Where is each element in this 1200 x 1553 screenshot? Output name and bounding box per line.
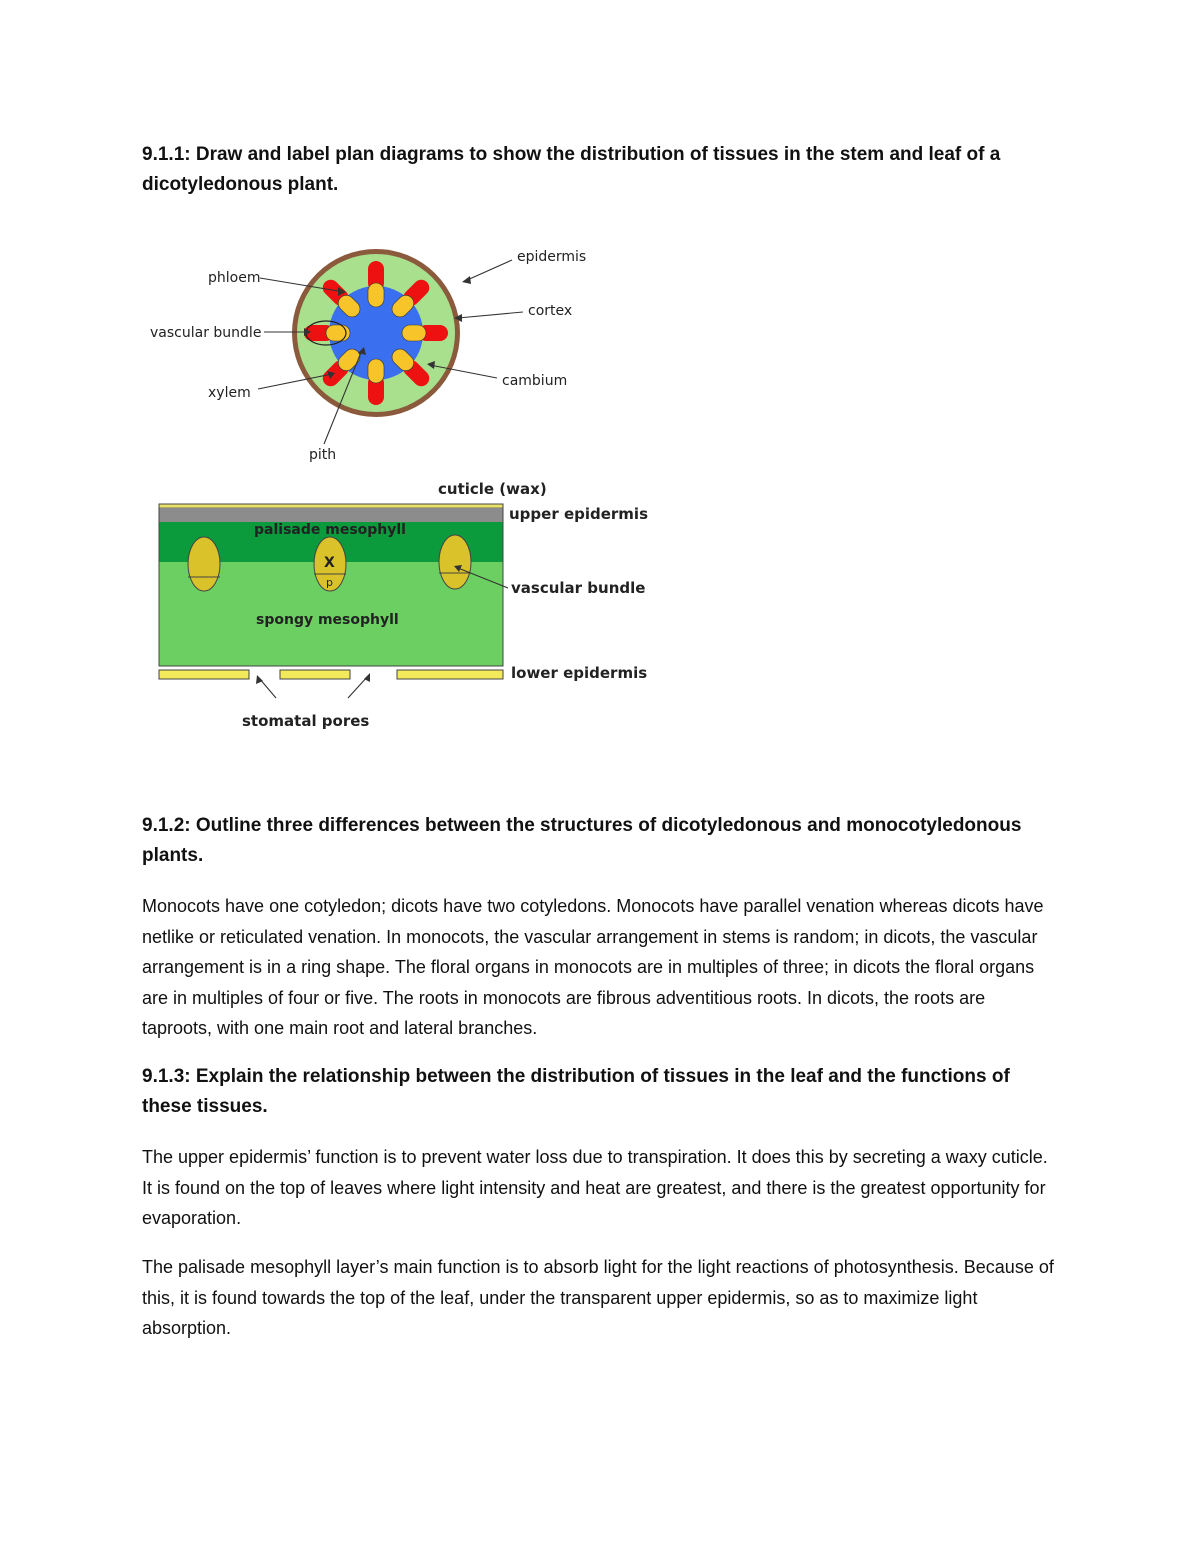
vascular-bundle-3	[402, 325, 448, 341]
paragraph-upper-epidermis: The upper epidermis’ function is to prevent water loss due to transpiration. It does this by secreting a waxy cuticle. It is found on the top of leaves where light intensity and heat are greatest, and there is the greatest opportunity for evaporation.	[142, 1147, 1048, 1228]
label-epidermis: epidermis	[517, 249, 587, 265]
label-xylem-x: X	[324, 555, 335, 571]
leaf-lower-epidermis	[159, 670, 503, 679]
vascular-bundle-5	[368, 359, 384, 405]
vascular-bundle-1	[368, 261, 384, 307]
paragraph-palisade: The palisade mesophyll layer’s main function is to absorb light for the light reactions of photosynthesis. Because of this, it is found towards the top of the leaf, under the transparent upper epidermis, so as to maximize light absorption.	[142, 1257, 1054, 1338]
label-cambium: cambium	[502, 373, 568, 389]
stem-cross-section-diagram	[140, 230, 620, 470]
section-heading-9-1-3: 9.1.3: Explain the relationship between the distribution of tissues in the leaf and the functions of these tissues.	[142, 1066, 1010, 1117]
label-vascular-bundle: vascular bundle	[150, 325, 262, 341]
xylem-segment	[402, 325, 426, 341]
leaf-cross-section-diagram	[150, 476, 670, 736]
label-cuticle: cuticle (wax)	[438, 480, 547, 498]
label-stomatal-pores: stomatal pores	[242, 712, 370, 730]
section-heading-9-1-1: 9.1.1: Draw and label plan diagrams to show the distribution of tissues in the stem and leaf of a dicotyledonous plant.	[142, 144, 1001, 195]
label-lower-epidermis: lower epidermis	[511, 664, 648, 682]
label-xylem: xylem	[208, 385, 251, 401]
paragraph-differences: Monocots have one cotyledon; dicots have two cotyledons. Monocots have parallel venation whereas dicots have netlike or reticulated venation. In monocots, the vascular arrangement in stems is random; in dicots, the vascular arrangement is in a ring shape. The floral organs in monocots are in multiples of three; in dicots the floral organs are in multiples of four or five. The roots in monocots are fibrous adventitious roots. In dicots, the roots are taproots, with one main root and lateral branches.	[142, 896, 1044, 1038]
xylem-segment	[368, 283, 384, 307]
label-leaf-vascular-bundle: vascular bundle	[511, 579, 646, 597]
label-cortex: cortex	[528, 303, 573, 319]
label-phloem-p: p	[326, 576, 333, 589]
section-heading-9-1-2: 9.1.2: Outline three differences between the structures of dicotyledonous and monocotyledonous plants.	[142, 815, 1022, 866]
label-spongy-mesophyll: spongy mesophyll	[256, 612, 399, 628]
leaf-cuticle-layer	[159, 504, 503, 508]
leaf-vascular-bundle-1	[188, 537, 220, 591]
xylem-segment	[368, 359, 384, 383]
leaf-vascular-bundle-3	[439, 535, 471, 589]
label-phloem: phloem	[208, 270, 261, 286]
leaf-upper-epidermis	[159, 508, 503, 522]
label-pith: pith	[309, 447, 337, 463]
label-upper-epidermis: upper epidermis	[509, 505, 649, 523]
label-palisade-mesophyll: palisade mesophyll	[254, 522, 406, 538]
